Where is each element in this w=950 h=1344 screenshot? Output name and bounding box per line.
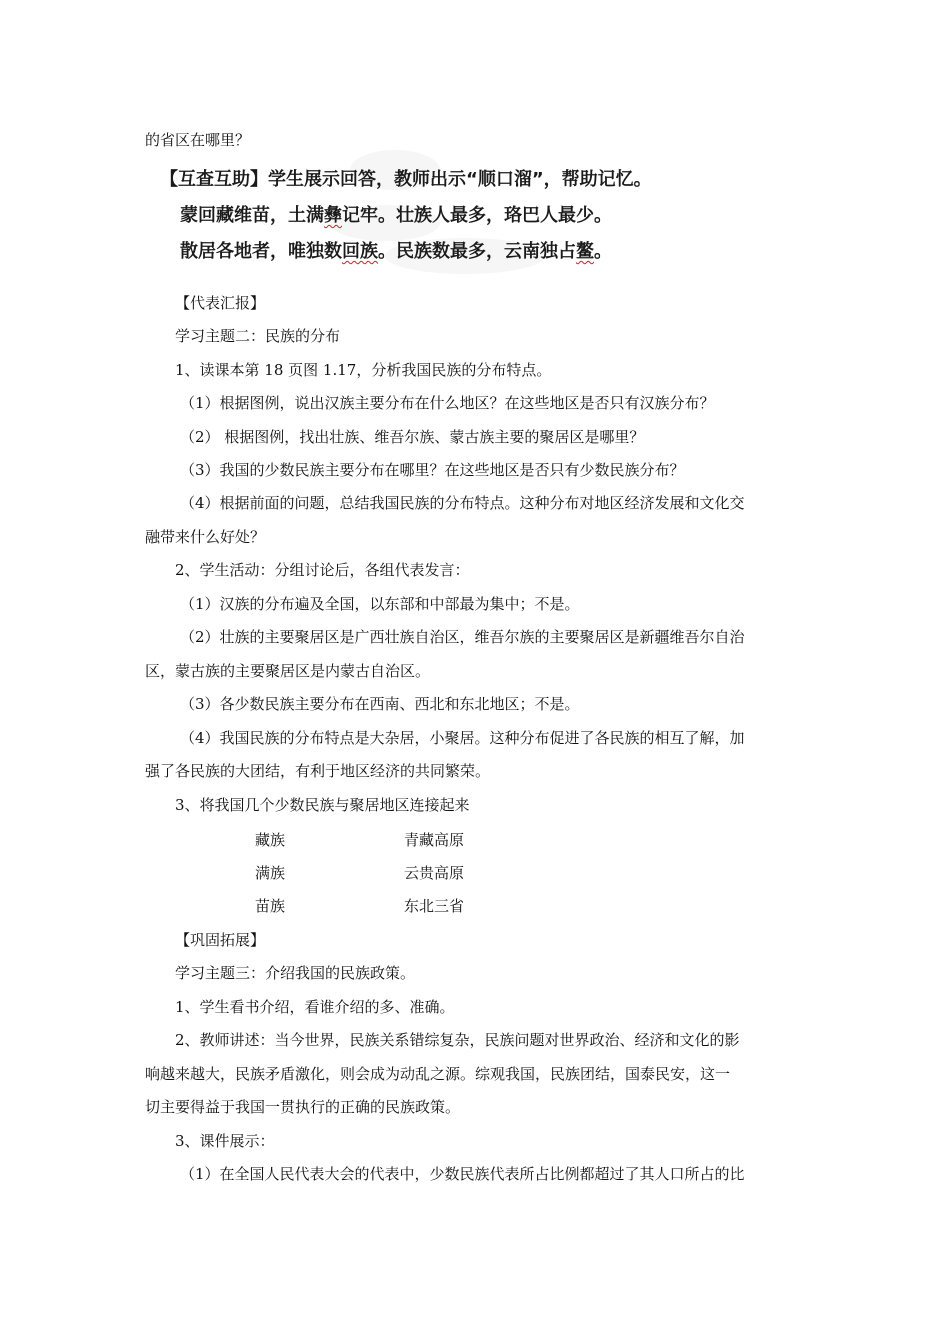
- question: 1、读课本第 18 页图 1.17，分析我国民族的分布特点。: [175, 361, 552, 379]
- paragraph-cont: 响越来越大，民族矛盾激化，则会成为动乱之源。综观我国，民族团结，国泰民安，这一: [145, 1065, 731, 1083]
- mnemonic-text-flagged: 彝: [324, 205, 342, 226]
- mnemonic-text: 。: [594, 241, 612, 262]
- region: 青藏高原: [404, 831, 465, 849]
- sub-question: （1）根据图例，说出汉族主要分布在什么地区？在这些地区是否只有汉族分布？: [180, 394, 715, 412]
- mnemonic-text: 散居各地者，唯独数: [180, 241, 342, 262]
- question: 3、将我国几个少数民族与聚居地区连接起来: [175, 796, 470, 814]
- activity: 2、学生活动：分组讨论后，各组代表发言：: [175, 561, 470, 579]
- ethnic-group: 满族: [255, 864, 286, 882]
- section-heading: 【代表汇报】: [175, 294, 266, 312]
- answer: （1）汉族的分布遍及全国，以东部和中部最为集中；不是。: [180, 595, 580, 613]
- answer-cont: 区，蒙古族的主要聚居区是内蒙古自治区。: [145, 662, 431, 680]
- sub-question: （2） 根据图例，找出壮族、维吾尔族、蒙古族主要的聚居区是哪里？: [180, 428, 645, 446]
- mnemonic-text: 记牢。壮族人最多，珞巴人最少。: [342, 205, 612, 226]
- paragraph: （1）在全国人民代表大会的代表中，少数民族代表所占比例都超过了其人口所占的比: [180, 1165, 745, 1183]
- paragraph: 1、学生看书介绍，看谁介绍的多、准确。: [175, 998, 455, 1016]
- mnemonic-text-flagged: 鳌: [576, 241, 594, 262]
- mnemonic-line-1: 【互查互助】学生展示回答，教师出示“顺口溜”，帮助记忆。: [160, 169, 652, 190]
- topic-title: 学习主题二：民族的分布: [175, 327, 341, 345]
- sub-question-cont: 融带来什么好处？: [145, 528, 266, 546]
- answer-cont: 强了各民族的大团结，有利于地区经济的共同繁荣。: [145, 762, 491, 780]
- mnemonic-line-3: [180, 240, 612, 264]
- section-heading: 【巩固拓展】: [175, 931, 266, 949]
- mnemonic-text: 蒙回藏维苗，土满: [180, 205, 324, 226]
- paragraph-cont: 切主要得益于我国一贯执行的正确的民族政策。: [145, 1098, 461, 1116]
- paragraph: 2、教师讲述：当今世界，民族关系错综复杂，民族问题对世界政治、经济和文化的影: [175, 1031, 740, 1049]
- topic-title: 学习主题三：介绍我国的民族政策。: [175, 964, 416, 982]
- answer: （3）各少数民族主要分布在西南、西北和东北地区；不是。: [180, 695, 580, 713]
- ethnic-group: 藏族: [255, 831, 286, 849]
- mnemonic-text: 。民族数最多，云南独占: [378, 241, 576, 262]
- answer: （4）我国民族的分布特点是大杂居，小聚居。这种分布促进了各民族的相互了解，加: [180, 729, 745, 747]
- paragraph: 3、课件展示：: [175, 1132, 275, 1150]
- mnemonic-text-flagged: 回族: [342, 241, 378, 262]
- answer: （2）壮族的主要聚居区是广西壮族自治区，维吾尔族的主要聚居区是新疆维吾尔自治: [180, 628, 745, 646]
- mnemonic-line-2: [180, 204, 612, 228]
- ethnic-group: 苗族: [255, 897, 286, 915]
- sub-question: （3）我国的少数民族主要分布在哪里？在这些地区是否只有少数民族分布？: [180, 461, 685, 479]
- sub-question: （4）根据前面的问题，总结我国民族的分布特点。这种分布对地区经济发展和文化交: [180, 494, 745, 512]
- region: 云贵高原: [404, 864, 465, 882]
- continued-question: 的省区在哪里？: [145, 131, 251, 149]
- region: 东北三省: [404, 897, 465, 915]
